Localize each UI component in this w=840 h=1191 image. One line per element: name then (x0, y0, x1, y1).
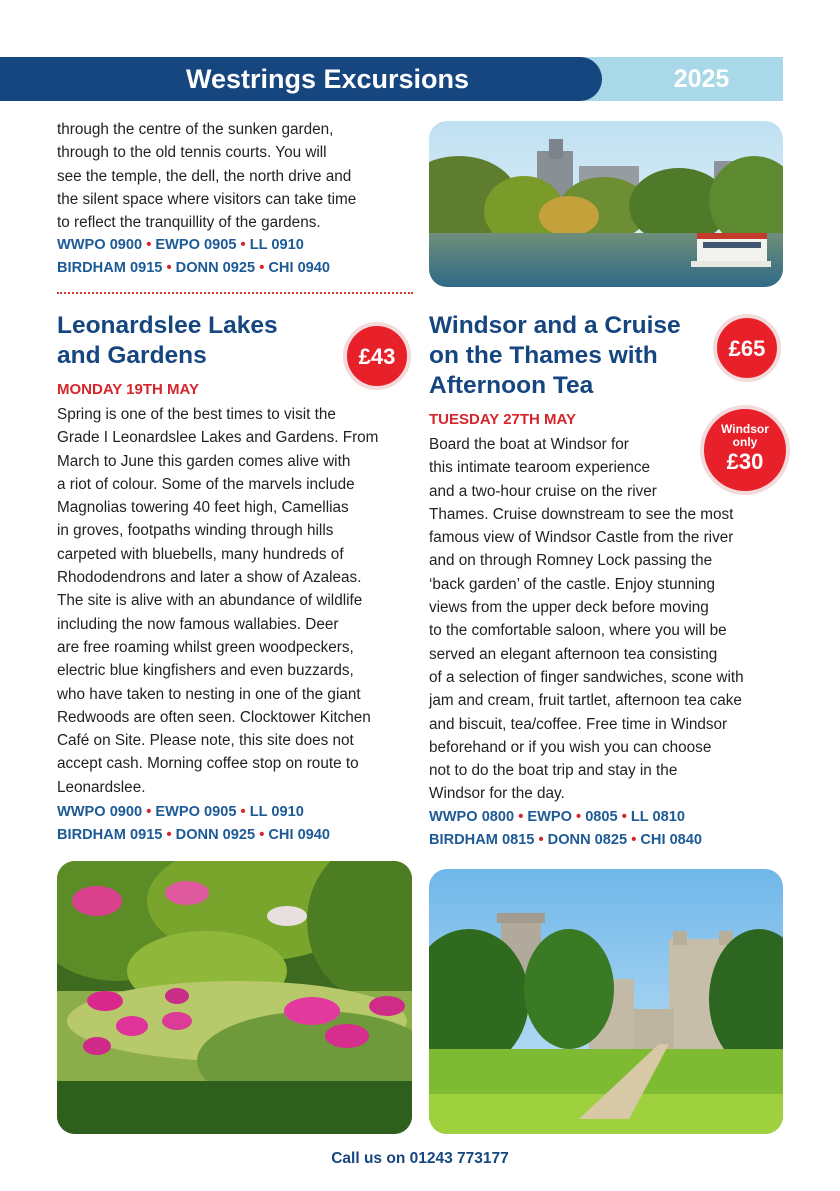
price-value: £30 (726, 449, 764, 474)
price-value: £65 (728, 336, 766, 361)
leonardslee-garden-photo (57, 861, 412, 1134)
text-line: beforehand or if you wish you can choose (429, 738, 712, 756)
leonardslee-title: Leonardslee Lakes and Gardens (57, 312, 278, 369)
text-line: accept cash. Morning coffee stop on route to (57, 755, 359, 773)
leonardslee-date: MONDAY 19TH MAY (57, 381, 199, 398)
pickup-code: BIRDHAM 0815 (429, 832, 535, 849)
pickup-code: CHI 0940 (268, 260, 331, 277)
pickup-code: 0805 (585, 809, 618, 825)
text-line: Grade I Leonardslee Lakes and Gardens. From (57, 429, 379, 447)
text-line: March to June this garden comes alive with (57, 452, 351, 470)
text-line: a riot of colour. Some of the marvels include (57, 475, 355, 493)
header-year: 2025 (673, 65, 730, 93)
windsor-castle-photo (429, 869, 783, 1134)
pickup-line: WWPO 0800 • EWPO • 0805 • LL 0810 (429, 809, 685, 825)
text-line: to reflect the tranquillity of the gardens. (57, 214, 321, 232)
text-line: Windsor for the day. (429, 785, 565, 803)
price-value: £43 (358, 344, 396, 369)
text-line: Redwoods are often seen. Clocktower Kitchen (57, 708, 371, 726)
text-line: and biscuit, tea/coffee. Free time in Windsor (429, 715, 728, 733)
text-line: Rhododendrons and later a show of Azaleas. (57, 569, 362, 587)
pickup-code: BIRDHAM 0915 (57, 827, 163, 844)
text-line: see the temple, the dell, the north drive and (57, 167, 352, 185)
pickup-code: EWPO (527, 809, 572, 825)
windsor-description (429, 433, 744, 806)
text-line: Café on Site. Please note, this site does not (57, 732, 354, 750)
leonardslee-price-badge (343, 322, 411, 390)
pickup-line: BIRDHAM 0815 • DONN 0825 • CHI 0840 (429, 832, 703, 849)
leonardslee-pickup-codes (57, 801, 330, 848)
pickup-code: CHI 0840 (640, 832, 703, 849)
pickup-code: DONN 0825 (547, 832, 628, 849)
pickup-line: BIRDHAM 0915 • DONN 0925 • CHI 0940 (57, 260, 331, 277)
windsor-river-photo (429, 121, 783, 287)
pickup-code: WWPO 0900 (57, 804, 143, 820)
pickup-code: EWPO 0905 (155, 237, 237, 253)
continued-pickup-codes (57, 234, 330, 281)
pickup-code: EWPO 0905 (155, 804, 237, 820)
text-line: famous view of Windsor Castle from the river (429, 529, 734, 547)
pickup-line: WWPO 0900 • EWPO 0905 • LL 0910 (57, 237, 304, 253)
text-line: through the centre of the sunken garden, (57, 121, 334, 138)
text-line: this intimate tearoom experience (429, 459, 651, 477)
pickup-code: LL 0910 (249, 237, 304, 253)
pickup-code: LL 0810 (630, 809, 685, 825)
text-line: Spring is one of the best times to visit the (57, 406, 336, 423)
pickup-code: WWPO 0900 (57, 237, 143, 253)
text-line: The site is alive with an abundance of wildlife (57, 592, 363, 610)
pickup-code: BIRDHAM 0915 (57, 260, 163, 277)
continued-text (57, 118, 356, 234)
text-line: jam and cream, fruit tartlet, afternoon tea cake (429, 692, 742, 710)
text-line: including the now famous wallabies. Deer (57, 615, 339, 633)
text-line: through to the old tennis courts. You will (57, 144, 327, 162)
windsor-price-badge (713, 314, 781, 382)
text-line: served an elegant afternoon tea consisting (429, 645, 718, 663)
pickup-line: WWPO 0900 • EWPO 0905 • LL 0910 (57, 804, 304, 820)
section-divider (57, 292, 413, 294)
text-line: who have taken to nesting in one of the giant (57, 685, 361, 703)
price-label: Windsor only (721, 422, 769, 449)
text-line: carpeted with bluebells, many hundreds of (57, 545, 344, 563)
text-line: Thames. Cruise downstream to see the most (429, 505, 734, 523)
page-title: Westrings Excursions (185, 64, 470, 94)
text-line: Board the boat at Windsor for (429, 436, 629, 453)
text-line: ‘back garden’ of the castle. Enjoy stunning (429, 575, 716, 593)
text-line: electric blue kingfishers and even buzzards, (57, 662, 354, 680)
text-line: Magnolias towering 40 feet high, Camellias (57, 499, 349, 517)
pickup-code: LL 0910 (249, 804, 304, 820)
pickup-code: WWPO 0800 (429, 809, 515, 825)
pickup-code: DONN 0925 (175, 827, 256, 844)
pickup-code: CHI 0940 (268, 827, 331, 844)
pickup-line: BIRDHAM 0915 • DONN 0925 • CHI 0940 (57, 827, 331, 844)
text-line: Leonardslee. (57, 778, 146, 796)
windsor-pickup-codes (429, 806, 702, 853)
text-line: views from the upper deck before moving (429, 599, 709, 617)
text-line: the silent space where visitors can take time (57, 190, 357, 208)
text-line: of a selection of finger sandwiches, scone with (429, 668, 744, 686)
text-line: and on through Romney Lock passing the (429, 552, 713, 570)
leonardslee-description (57, 403, 378, 799)
windsor-title: Windsor and a Cruise on the Thames with Afternoon Tea (429, 312, 681, 399)
text-line: to the comfortable saloon, where you will be (429, 622, 727, 640)
text-line: are free roaming whilst green woodpeckers, (57, 638, 354, 656)
text-line: and a two-hour cruise on the river (429, 482, 657, 500)
windsor-date: TUESDAY 27TH MAY (429, 411, 576, 428)
pickup-code: DONN 0925 (175, 260, 256, 277)
text-line: not to do the boat trip and stay in the (429, 762, 678, 780)
text-line: in groves, footpaths winding through hills (57, 522, 334, 540)
footer-phone[interactable]: Call us on 01243 773177 (331, 1150, 509, 1167)
